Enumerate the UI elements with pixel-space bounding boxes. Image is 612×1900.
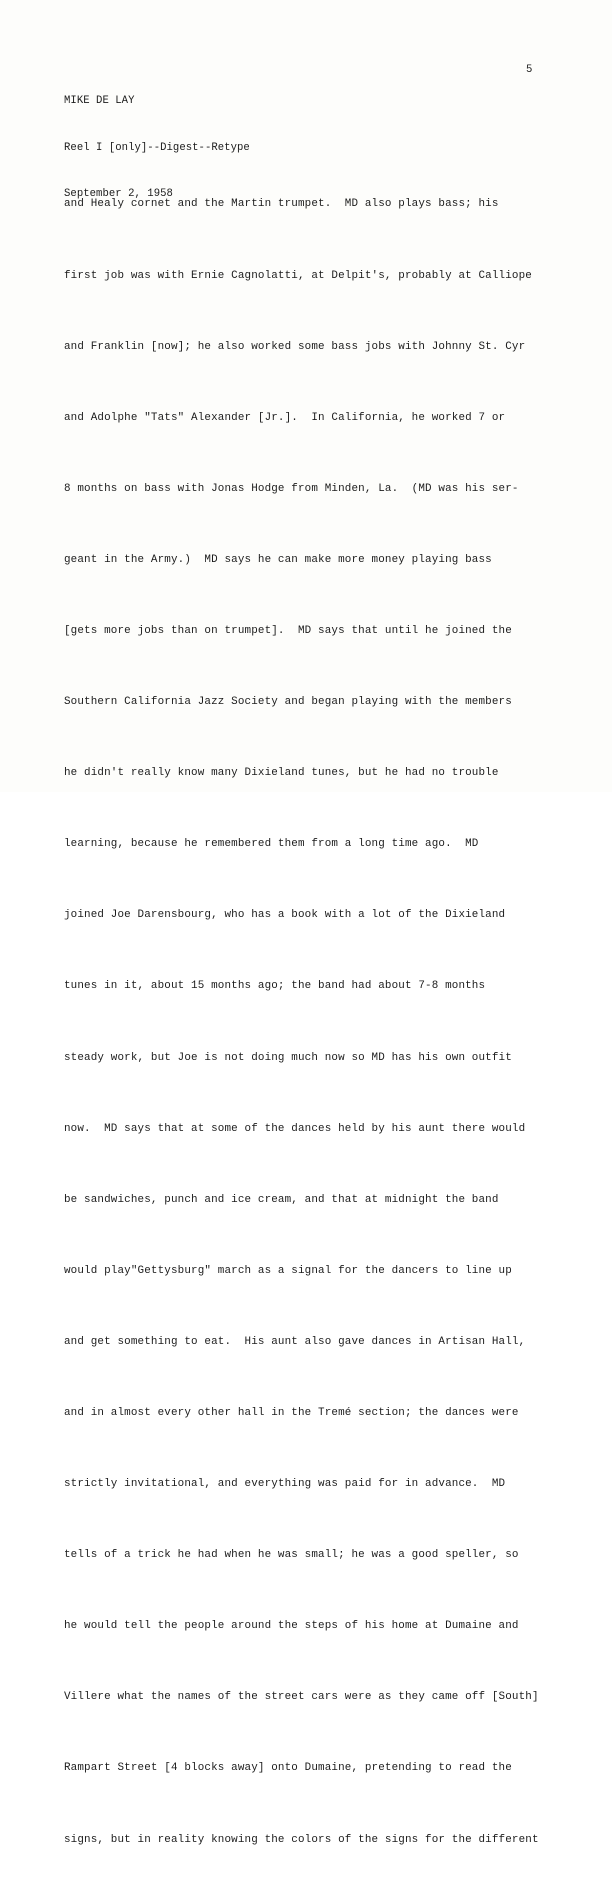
reel-info: Reel I [only]--Digest--Retype <box>64 141 250 154</box>
text-line: joined Joe Darensbourg, who has a book with a lot of the Dixieland <box>64 909 506 922</box>
text-line: first job was with Ernie Cagnolatti, at Delpit's, probably at Calliope <box>64 269 532 282</box>
text-line: be sandwiches, punch and ice cream, and that at midnight the band <box>64 1193 499 1206</box>
text-line: and Franklin [now]; he also worked some bass jobs with Johnny St. Cyr <box>64 340 526 353</box>
text-line: strictly invitational, and everything was paid for in advance. MD <box>64 1478 506 1491</box>
text-line: Villere what the names of the street cars were as they came off [South] <box>64 1691 539 1704</box>
text-line: tells of a trick he had when he was small; he was a good speller, so <box>64 1549 519 1562</box>
text-line: 8 months on bass with Jonas Hodge from Minden, La. (MD was his ser- <box>64 482 519 495</box>
text-line: he didn't really know many Dixieland tunes, but he had no trouble <box>64 767 499 780</box>
text-line: Rampart Street [4 blocks away] onto Dumaine, pretending to read the <box>64 1762 512 1775</box>
text-line: and get something to eat. His aunt also gave dances in Artisan Hall, <box>64 1335 526 1348</box>
body-text <box>64 146 539 1900</box>
text-line: tunes in it, about 15 months ago; the band had about 7-8 months <box>64 980 486 993</box>
text-line: and in almost every other hall in the Tremé section; the dances were <box>64 1407 519 1419</box>
text-line: would play"Gettysburg" march as a signal for the dancers to line up <box>64 1264 512 1277</box>
text-line: he would tell the people around the steps of his home at Dumaine and <box>64 1620 519 1633</box>
text-line: and Adolphe "Tats" Alexander [Jr.]. In California, he worked 7 or <box>64 411 506 424</box>
text-line: signs, but in reality knowing the colors of the signs for the different <box>64 1833 539 1846</box>
text-line: now. MD says that at some of the dances held by his aunt there would <box>64 1122 526 1135</box>
text-line: Southern California Jazz Society and began playing with the members <box>64 696 512 709</box>
page-number: 5 <box>526 64 533 76</box>
text-line: [gets more jobs than on trumpet]. MD says that until he joined the <box>64 624 512 637</box>
text-line: and Healy cornet and the Martin trumpet. MD also plays bass; his <box>64 198 499 211</box>
interview-date: September 2, 1958 <box>64 188 173 200</box>
text-line: steady work, but Joe is not doing much now so MD has his own outfit <box>64 1051 512 1064</box>
text-line: geant in the Army.) MD says he can make more money playing bass <box>64 553 492 566</box>
text-line: learning, because he remembered them from a long time ago. MD <box>64 838 479 851</box>
interviewee-name: MIKE DE LAY <box>64 95 135 107</box>
